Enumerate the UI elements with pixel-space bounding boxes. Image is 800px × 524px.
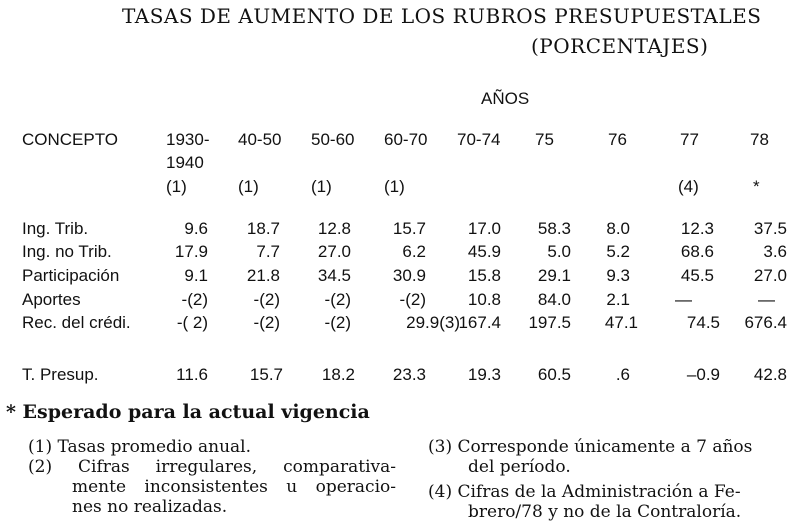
table-cell: 30.9 <box>392 266 426 285</box>
total-cell: 11.6 <box>176 365 208 384</box>
table-cell: 74.5 <box>686 313 720 332</box>
period-header: 50-60 <box>311 130 355 149</box>
footnote-4-line2: brero/78 y no de la Contraloría. <box>468 502 742 522</box>
total-cell: 23.3 <box>392 365 426 384</box>
footnote-2-line2: mente inconsistentes u operacio- <box>72 477 396 497</box>
table-cell: -(2) <box>181 290 208 309</box>
table-cell: 29.1 <box>537 266 571 285</box>
row-label: Rec. del crédi. <box>22 313 131 332</box>
table-cell: 17.9 <box>174 242 208 261</box>
period-note: * <box>753 177 760 196</box>
footnote-1: (1) Tasas promedio anual. <box>28 437 252 457</box>
row-label: Ing. Trib. <box>22 219 89 238</box>
table-cell: 37.5 <box>753 219 787 238</box>
period-header: 60-70 <box>384 130 428 149</box>
row-label: Ing. no Trib. <box>22 242 112 261</box>
table-cell: 15.7 <box>392 219 426 238</box>
table-cell: 5.0 <box>547 242 571 261</box>
concept-header: CONCEPTO <box>22 130 119 149</box>
total-cell: .6 <box>615 365 630 384</box>
table-cell: 3.6 <box>763 242 787 261</box>
table-cell: 12.8 <box>317 219 351 238</box>
period-note: (1) <box>384 177 405 196</box>
table-title: TASAS DE AUMENTO DE LOS RUBROS PRESUPUESTALES <box>122 4 762 28</box>
footnote-3-line2: del período. <box>468 457 571 477</box>
table-cell: 2.1 <box>606 290 630 309</box>
total-cell: –0.9 <box>686 365 720 384</box>
table-cell: 7.7 <box>256 242 280 261</box>
table-cell: 15.8 <box>467 266 501 285</box>
period-note: (4) <box>678 177 699 196</box>
table-cell: 29.9(3) <box>406 313 460 332</box>
years-label: AÑOS <box>481 89 530 108</box>
total-row-label: T. Presup. <box>22 365 99 384</box>
footnote-2-line3: nes no realizadas. <box>72 497 228 517</box>
total-cell: 18.2 <box>321 365 355 384</box>
period-note: (1) <box>166 177 187 196</box>
table-cell: -(2) <box>253 313 280 332</box>
footnote-3-line1: (3) Corresponde únicamente a 7 años <box>428 437 753 457</box>
total-cell: 42.8 <box>753 365 787 384</box>
table-cell: 27.0 <box>753 266 787 285</box>
table-cell: 9.6 <box>184 219 208 238</box>
period-header: 78 <box>750 130 769 149</box>
table-cell: 167.4 <box>458 313 501 332</box>
period-note: (1) <box>238 177 259 196</box>
total-cell: 19.3 <box>467 365 501 384</box>
period-header: 1930- <box>166 130 210 149</box>
row-label: Participación <box>22 266 120 285</box>
table-cell: 47.1 <box>604 313 638 332</box>
table-cell: 45.5 <box>680 266 714 285</box>
table-cell: 9.3 <box>606 266 630 285</box>
total-cell: 60.5 <box>537 365 571 384</box>
table-cell: -(2) <box>253 290 280 309</box>
table-cell: 58.3 <box>537 219 571 238</box>
table-cell: 45.9 <box>467 242 501 261</box>
table-cell: -(2) <box>324 313 351 332</box>
table-cell: — <box>758 290 775 309</box>
table-cell: 5.2 <box>606 242 630 261</box>
table-cell: -( 2) <box>176 313 208 332</box>
period-header: 40-50 <box>238 130 282 149</box>
table-cell: 84.0 <box>537 290 571 309</box>
table-cell: 10.8 <box>467 290 501 309</box>
period-header: 75 <box>535 130 554 149</box>
footnote-4-line1: (4) Cifras de la Administración a Fe- <box>428 482 741 502</box>
period-header: 76 <box>608 130 627 149</box>
period-header: 77 <box>680 130 699 149</box>
table-cell: 17.0 <box>467 219 501 238</box>
star-footnote: * Esperado para la actual vigencia <box>6 401 370 423</box>
total-cell: 15.7 <box>249 365 283 384</box>
table-cell: 12.3 <box>680 219 714 238</box>
table-cell: 676.4 <box>744 313 787 332</box>
table-cell: 18.7 <box>246 219 280 238</box>
table-subtitle: (PORCENTAJES) <box>531 34 709 58</box>
table-cell: 27.0 <box>317 242 351 261</box>
table-cell: 21.8 <box>246 266 280 285</box>
period-header-line2: 1940 <box>166 153 204 172</box>
table-cell: 6.2 <box>402 242 426 261</box>
period-note: (1) <box>311 177 332 196</box>
table-cell: 68.6 <box>680 242 714 261</box>
table-cell: 197.5 <box>528 313 571 332</box>
table-cell: -(2) <box>324 290 351 309</box>
table-cell: -(2) <box>399 290 426 309</box>
table-cell: 9.1 <box>184 266 208 285</box>
period-header: 70-74 <box>457 130 501 149</box>
footnote-2-line1: (2) Cifras irregulares, comparativa- <box>28 457 396 477</box>
table-cell: 34.5 <box>317 266 351 285</box>
row-label: Aportes <box>22 290 81 309</box>
table-cell: 8.0 <box>606 219 630 238</box>
table-cell: — <box>675 290 692 309</box>
